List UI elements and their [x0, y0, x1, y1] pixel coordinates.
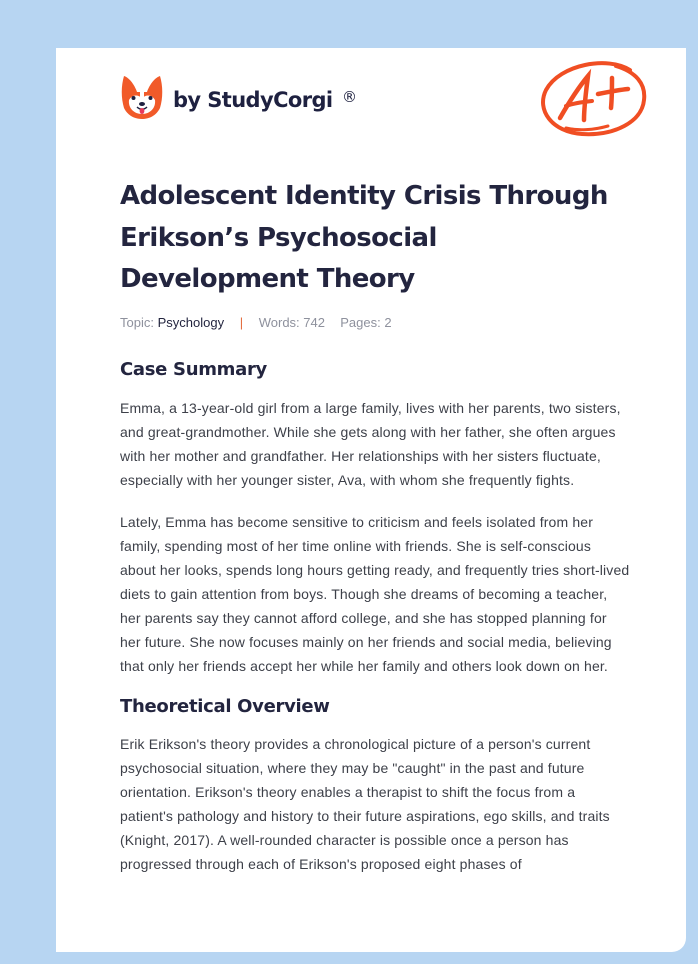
- paragraph: Lately, Emma has become sensitive to criticism and feels isolated from her family, spending most of her time online with friends. She is self-conscious about her looks, spends long hours getting ready, and frequently tries short-lived diets to gain attention from boys. Though she dreams of becoming a teacher, her parents say they cannot afford college, and she has stopped planning for her future. She now focuses mainly on her friends and social media, believing that only her friends accept her while her family and others look down on her.: [120, 513, 630, 674]
- section-heading-theoretical-overview: Theoretical Overview: [120, 695, 330, 717]
- article-title: Adolescent Identity Crisis Through Erikson’s Psychosocial Development Theory: [120, 181, 608, 294]
- document-header: [56, 48, 686, 168]
- paragraph: Emma, a 13-year-old girl from a large family, lives with her parents, two sisters, and great-grandmother. While she gets along with her father, she often argues with her mother and grandfather. Her relationships with her sisters fluctuate, especially with her younger sister, Ava, with whom she frequently fights.: [120, 399, 621, 488]
- document-card: [56, 48, 686, 952]
- topic-link[interactable]: Psychology: [157, 314, 225, 330]
- pages-value: 2: [384, 314, 392, 330]
- paragraph: Erik Erikson's theory provides a chronological picture of a person's current psychosocial situation, where they may be "caught" in the past and future orientation. Erikson's theory enables a therapist to shift the focus from a patient's pathology and history to their future aspirations, ego skills, and traits (Knight, 2017). A well-rounded character is possible once a person has progressed through each of Erikson's proposed eight phases of: [120, 735, 610, 872]
- topic-label: Topic:: [120, 314, 154, 330]
- article-content: [120, 176, 630, 876]
- registered-mark: ®: [342, 88, 357, 106]
- words-label: Words:: [258, 314, 300, 330]
- words-value: 742: [303, 314, 325, 330]
- meta-separator: |: [239, 314, 244, 330]
- studycorgi-logo[interactable]: [120, 74, 357, 120]
- logo-text: by StudyCorgi: [173, 88, 333, 112]
- a-plus-grade-icon: [538, 58, 648, 140]
- article-meta: [120, 313, 630, 333]
- section-heading-case-summary: Case Summary: [120, 358, 267, 380]
- corgi-logo-icon: [120, 74, 164, 120]
- pages-label: Pages:: [340, 314, 381, 330]
